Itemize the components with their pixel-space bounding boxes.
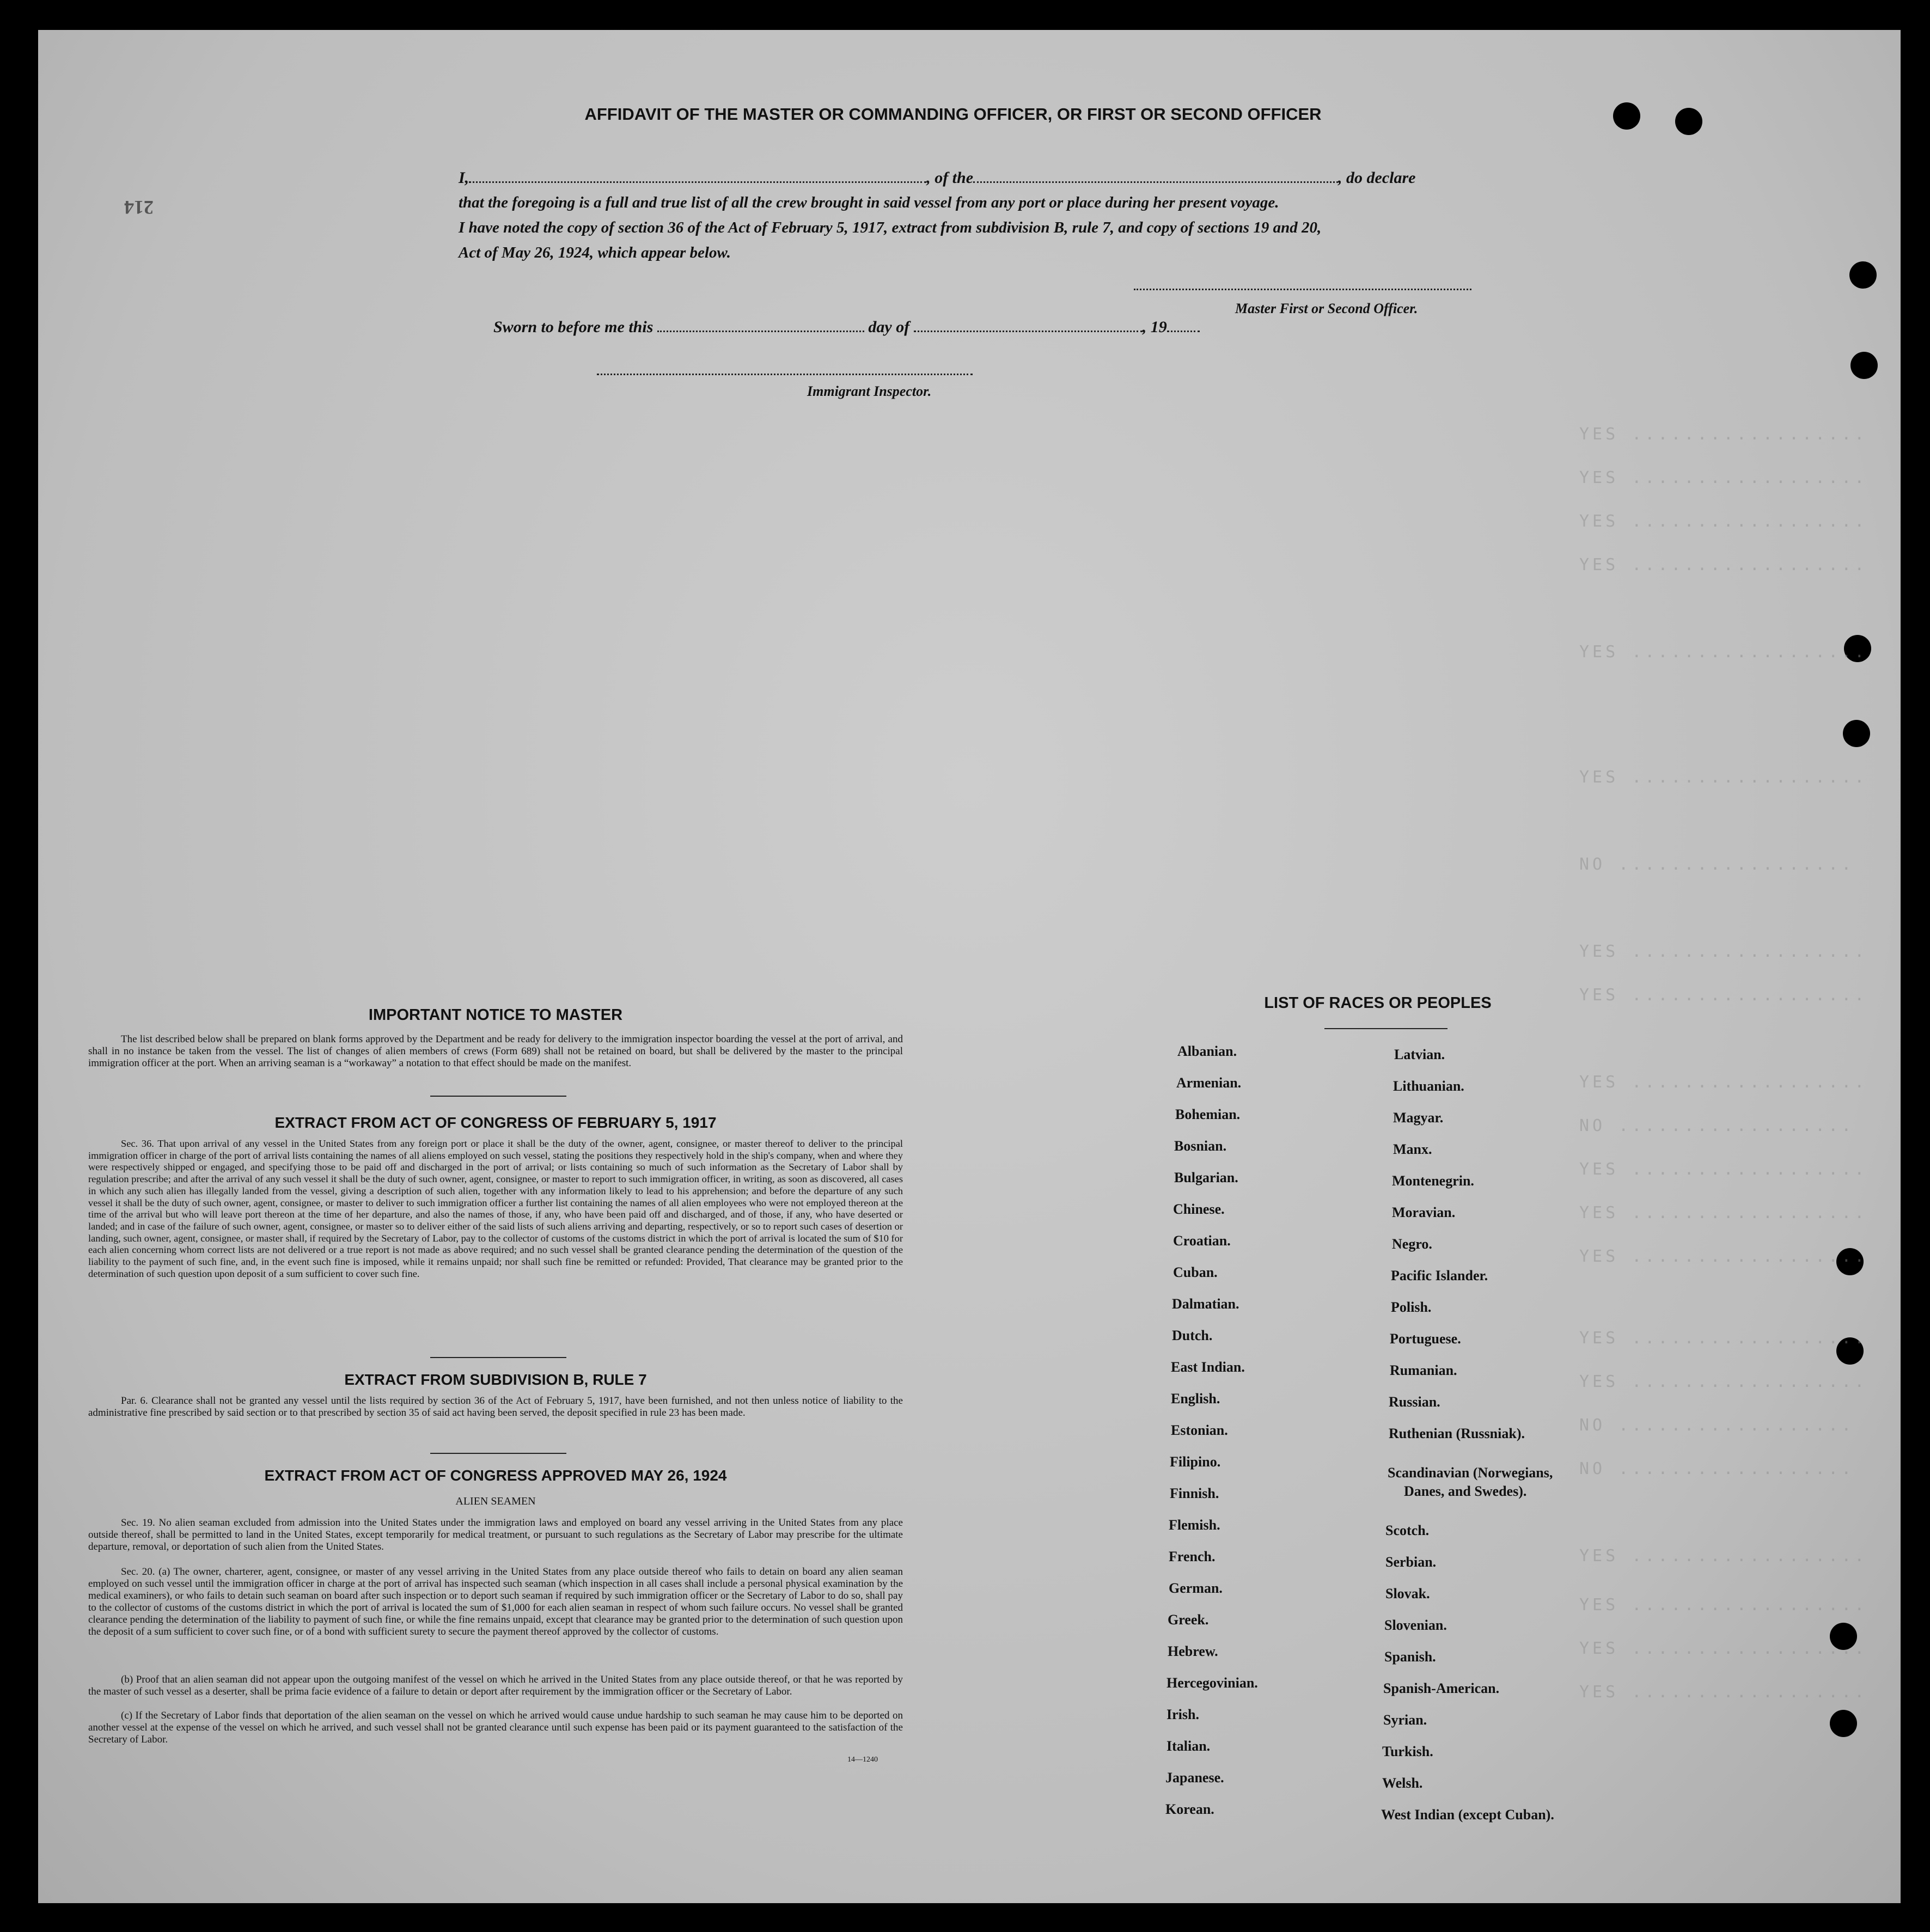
race-item: Albanian. [1177,1043,1237,1059]
race-item: Hercegovinian. [1166,1675,1258,1691]
race-item: Spanish-American. [1383,1680,1500,1696]
race-item: Manx. [1393,1141,1432,1157]
race-item: Filipino. [1170,1454,1221,1470]
race-item: Japanese. [1165,1770,1224,1786]
bleed-through: YES .................. [1579,986,1868,1005]
sec19-body: Sec. 19. No alien seaman excluded from admission into the United States under the immigration laws and employed on board any vessel arriving in the United States from any place outside thereof, shall be permitted to land in the United States, except temporarily for medical treatment, or pursuant to such regulations as the Secretary of Labor may prescribe for the ultimate departure, removal, or deportation of such alien from the United States. [88,1517,903,1552]
affidavit-line4: Act of May 26, 1924, which appear below. [459,244,731,261]
bleed-through: YES .................. [1579,1372,1868,1391]
divider [430,1357,566,1358]
punch-hole [1849,261,1877,289]
race-item: Scotch. [1385,1523,1430,1538]
extract-1917-body: Sec. 36. That upon arrival of any vessel in the United States from any foreign port or place it shall be the duty of the owner, agent, consignee, or master thereof to deliver to the principal immigration officer in charge of the port of arrival lists containing the names of all aliens employed on such vessel, stating the positions they respectively hold in the ship's company, when and where they were respectively shipped or engaged, and specifying those to be paid off and discharged in the port of arrival; or lists containing so much of such information as the Secretary of Labor shall by regulation prescribe; and after the arrival of any such vessel it shall be the duty of such owner, agent, consignee, or master to report to such immigration officer, in writing, as soon as discovered, all cases in which any such alien has illegally landed from the vessel, giving a description of such alien, together with any information likely to lead to his apprehension; and before the departure of any such vessel it shall be the duty of such owner, agent, consignee, or master to deliver to such immigration officer a further list containing the names of all alien employees who were not employed thereon at the time of the arrival but who will leave port thereon at the time of her departure, and also the names of those, if any, who have been paid off and discharged, and of those, if any, who have deserted or landed; and in case of the failure of such owner, agent, consignee, or master so to deliver either of the said lists of such aliens arriving and departing, respectively, or so to report such cases of desertion or landing, such owner, agent, consignee, or master shall, if required by the Secretary of Labor, pay to the collector of customs of the customs district in which the port of arrival is located the sum of $10 for each alien concerning whom correct lists are not delivered or a true report is not made as above required; and no such vessel shall be granted clearance pending the determination of the question of the liability to the payment of such fine, and, in the event such fine is imposed, while it remains unpaid; nor shall such fine be remitted or refunded: Provided, That clearance may be granted prior to the determination of such question upon deposit of a sum sufficient to cover such fine. [88,1138,903,1279]
bleed-through: YES .................. [1579,555,1868,574]
race-item: Lithuanian. [1393,1078,1464,1094]
bleed-through: NO .................. [1579,1416,1855,1435]
bleed-through: YES .................. [1579,512,1868,531]
form-number: 14—1240 [847,1756,878,1764]
race-item: Magyar. [1393,1110,1444,1126]
race-item: Flemish. [1169,1517,1220,1533]
sec20c-body: (c) If the Secretary of Labor finds that deportation of the alien seaman on the vessel on which he arrived would cause undue hardship to such seaman he may cause him to be deported on another vessel at the expense of the vessel on which he arrived, and such vessel shall not be granted clearance until such expense has been paid or its payment guaranteed to the satisfaction of the Secretary of Labor. [88,1710,903,1745]
master-signature-line[interactable] [1134,289,1471,290]
sec20a-body: Sec. 20. (a) The owner, charterer, agent, consignee, or master of any vessel arriving in the United States from any place outside thereof who fails to detain on board any alien seaman employed on such vessel until the immigration officer in charge at the port of arrival has inspected such seaman (which inspection in all cases shall include a personal physical examination by the medical examiners), or who fails to detain such seaman on board after such inspection or to deport such seaman if required by such immigration officer or the Secretary of Labor to do so, shall pay to the collector of customs of the customs district in which the port of arrival is located the sum of $1,000 for each alien seaman in respect of whom such failure occurs. No vessel shall be granted clearance pending the determination of the liability to payment of such fine, or while the fine remains unpaid, except that clearance may be granted prior to the determination of such question upon the deposit of a sum sufficient to cover such fine, or of a bond with sufficient surety to secure the payment thereof approved by the collector of customs. [88,1566,903,1637]
affidavit-title: AFFIDAVIT OF THE MASTER OR COMMANDING OFFICER, OR FIRST OR SECOND OFFICER [584,105,1322,124]
race-item: Korean. [1165,1801,1214,1817]
extract-1924-title: EXTRACT FROM ACT OF CONGRESS APPROVED MAY 26, 1924 [264,1467,727,1484]
race-item: Turkish. [1382,1744,1433,1759]
race-item: Rumanian. [1390,1362,1457,1378]
bleed-through: YES .................. [1579,1160,1868,1179]
rule7-title: EXTRACT FROM SUBDIVISION B, RULE 7 [344,1371,647,1388]
race-item: Scandinavian (Norwegians, [1388,1465,1553,1481]
sworn-year-blank[interactable] [1167,331,1200,332]
punch-hole [1613,102,1640,130]
vessel-blank[interactable] [973,181,1338,183]
race-item: West Indian (except Cuban). [1381,1807,1554,1823]
race-item: East Indian. [1171,1359,1245,1375]
race-item: German. [1169,1580,1223,1596]
race-item: Bohemian. [1175,1106,1241,1122]
race-item: Portuguese. [1390,1331,1461,1347]
bleed-through: YES .................. [1579,1639,1868,1658]
affidavit-line1: I, , of the , do declare [459,169,1416,187]
rule7-body: Par. 6. Clearance shall not be granted any vessel until the lists required by section 36 of the Act of February 5, 1917, have been furnished, and not then unless notice of liability to the administrative fine prescribed by said section or to that prescribed by section 35 of said act having been served, the deposit specified in rule 23 has been made. [88,1395,903,1419]
race-item: Latvian. [1394,1047,1445,1062]
notice-title: IMPORTANT NOTICE TO MASTER [368,1006,623,1024]
race-item: Welsh. [1382,1775,1423,1791]
bleed-through: YES .................. [1579,643,1868,662]
affidavit-line3: I have noted the copy of section 36 of the Act of February 5, 1917, extract from subdivision B, rule 7, and copy of sections 19 and 20, [459,219,1322,236]
bleed-through: YES .................. [1579,1595,1868,1615]
race-item: Finnish. [1170,1485,1219,1501]
race-item: Moravian. [1392,1205,1456,1220]
bleed-through: YES .................. [1579,1546,1868,1566]
bleed-through: YES .................. [1579,1683,1868,1702]
race-item: French. [1169,1549,1216,1564]
race-item: English. [1171,1391,1220,1407]
race-item: Italian. [1166,1738,1211,1754]
inspector-caption: Immigrant Inspector. [807,383,932,399]
race-item: Polish. [1391,1299,1432,1315]
race-item: Dutch. [1172,1328,1213,1343]
race-item: Armenian. [1176,1075,1242,1091]
race-item: Montenegrin. [1392,1173,1474,1189]
divider [1324,1028,1447,1029]
affidavit-line2: that the foregoing is a full and true list of all the crew brought in said vessel from any port or place during her present voyage. [459,194,1279,211]
race-item: Ruthenian (Russniak). [1389,1426,1525,1441]
race-item: Russian. [1389,1394,1440,1410]
race-item: Hebrew. [1168,1643,1218,1659]
race-item: Spanish. [1384,1649,1436,1665]
race-item: Pacific Islander. [1391,1268,1488,1283]
bleed-through: YES .................. [1579,1247,1868,1266]
punch-hole [1830,1710,1857,1737]
bleed-through: NO .................. [1579,1459,1855,1478]
race-item: Slovenian. [1384,1617,1447,1633]
margin-mark: 214 [124,197,154,218]
race-item: Syrian. [1383,1712,1427,1728]
race-item: Bosnian. [1174,1138,1227,1154]
divider [430,1453,566,1454]
sworn-day-blank[interactable] [657,331,864,332]
race-item: Dalmatian. [1172,1296,1239,1312]
bleed-through: YES .................. [1579,468,1868,487]
master-caption: Master First or Second Officer. [1235,301,1418,316]
sworn-line: Sworn to before me this day of , 19 [493,318,1200,337]
extract-1917-title: EXTRACT FROM ACT OF CONGRESS OF FEBRUARY 5, 1917 [274,1114,717,1131]
bleed-through: YES .................. [1579,768,1868,787]
bleed-through: YES .................. [1579,942,1868,961]
race-item: Slovak. [1385,1586,1430,1601]
race-item: Bulgarian. [1174,1170,1238,1185]
bleed-through: YES .................. [1579,1073,1868,1092]
race-item: Greek. [1168,1612,1209,1628]
bleed-through: YES .................. [1579,1203,1868,1222]
bleed-through: YES .................. [1579,1329,1868,1348]
name-blank[interactable] [469,181,926,183]
punch-hole [1850,352,1878,379]
race-item: Serbian. [1385,1554,1437,1570]
bleed-through: NO .................. [1579,855,1855,874]
race-item: Danes, and Swedes). [1404,1483,1527,1499]
sec20b-body: (b) Proof that an alien seaman did not appear upon the outgoing manifest of the vessel on which he arrived in the United States from any place outside thereof, or that he was reported by the master of such vessel as a deserter, shall be prima facie evidence of a failure to detain or deport after requirement by the immigration officer or the Secretary of Labor. [88,1674,903,1697]
race-item: Estonian. [1171,1422,1228,1438]
inspector-signature-line[interactable] [597,374,973,375]
race-item: Cuban. [1173,1264,1218,1280]
race-item: Chinese. [1173,1201,1225,1217]
races-title: LIST OF RACES OR PEOPLES [1264,994,1492,1012]
bleed-through: NO .................. [1579,1116,1855,1135]
notice-body: The list described below shall be prepared on blank forms approved by the Department and be ready for delivery to the immigration inspector boarding the vessel at the port of arrival, and shall in no instance be taken from the vessel. The list of changes of alien members of crews (Form 689) shall not be retained on board, but shall be delivered by the master to the principal immigration officer at the port. When an arriving seaman is a “workaway” a notation to that effect should be made on the manifest. [88,1034,903,1069]
punch-hole [1843,720,1870,747]
bleed-through: YES .................. [1579,425,1868,444]
race-item: Irish. [1166,1707,1199,1722]
race-item: Negro. [1392,1236,1432,1252]
divider [430,1096,566,1097]
sworn-month-blank[interactable] [914,331,1143,332]
alien-seamen-subtitle: ALIEN SEAMEN [455,1495,536,1507]
race-item: Croatian. [1173,1233,1231,1249]
punch-hole [1675,108,1702,135]
